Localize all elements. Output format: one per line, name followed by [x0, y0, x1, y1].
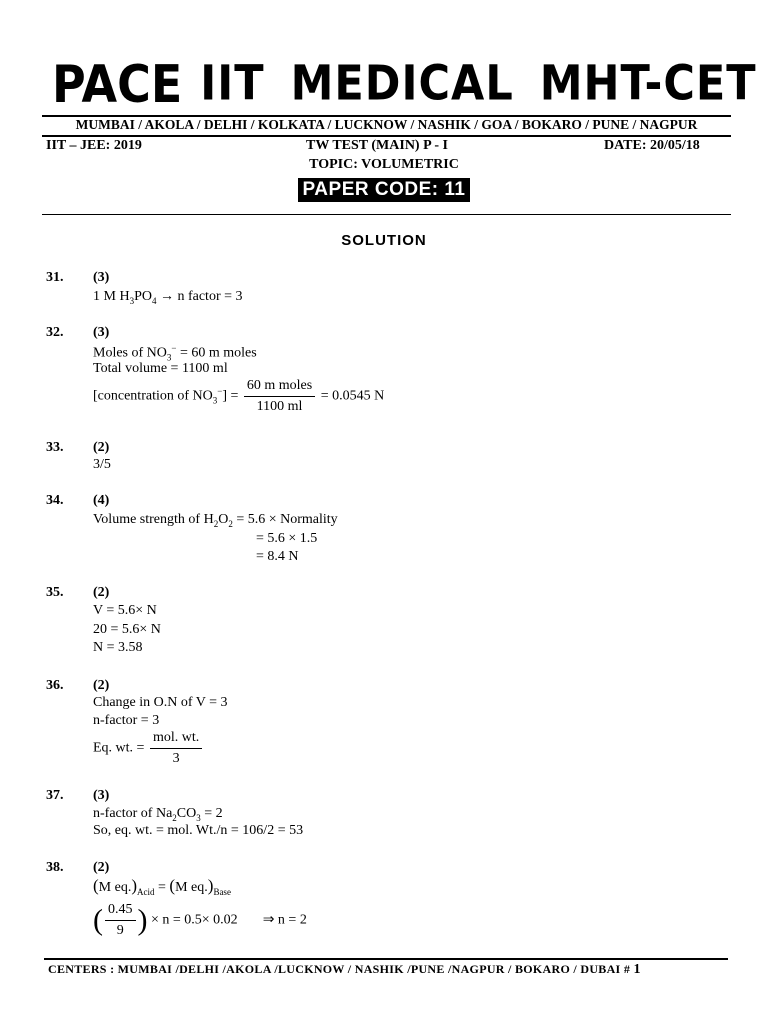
question-answer: (4) [93, 493, 110, 508]
question-number: 31. [46, 270, 64, 285]
header-rule-mid [42, 135, 731, 137]
question-number: 37. [46, 788, 64, 803]
question-answer: (2) [93, 440, 110, 455]
logo-pace: PACE [52, 53, 183, 115]
question-number: 36. [46, 678, 64, 693]
solution-line: Total volume = 1100 ml [93, 361, 228, 376]
brand-logo [52, 53, 757, 115]
topic-label: TOPIC: VOLUMETRIC [309, 157, 459, 172]
solution-line: = 8.4 N [256, 549, 299, 564]
solution-line: 1 M $H_3PO_4 \to n$ factor = 3 [93, 289, 243, 306]
date-label: DATE: 20/05/18 [604, 138, 700, 153]
logo-mhtcet: MHT-CET [539, 55, 757, 112]
question-number: 38. [46, 860, 64, 875]
solution-line: Volume strength of $H_2O_2 = 5.6$ × Normality [93, 512, 338, 529]
question-number: 35. [46, 585, 64, 600]
exam-label: IIT – JEE: 2019 [46, 138, 142, 153]
solution-line: n-factor of $Na_2CO_3 = 2$ [93, 806, 223, 823]
fraction: $\frac{0.45}{9}$ [105, 902, 136, 939]
solution-line: N = 3.58 [93, 640, 143, 655]
solution-line: V = 5.6× N [93, 603, 157, 618]
fraction: $\frac{\text{mol. wt.}}{3}$ [150, 730, 202, 767]
solution-line: = 5.6 × 1.5 [256, 531, 318, 546]
solution-line: (M $eq.)_{Acid} = (M$ $eq.)_{Base}$ [93, 876, 231, 897]
fraction: $\frac{\text{60 m moles}}{1100 ml}$ [244, 378, 315, 415]
question-number: 34. [46, 493, 64, 508]
solution-line: 3/5 [93, 457, 111, 472]
solution-line: [concentration of $NO_3^-$] = $\frac{\text{60 m moles}}{1100 ml}$ = 0.0545 N [93, 378, 385, 414]
solution-line: n-factor = 3 [93, 713, 160, 728]
solution-line: Moles of $NO_3^- = 60$ m moles [93, 343, 257, 363]
question-answer: (2) [93, 585, 110, 600]
header-rule-bottom [42, 214, 731, 215]
footer-centers: CENTERS : MUMBAI /DELHI /AKOLA /LUCKNOW / NASHIK /PUNE /NAGPUR / BOKARO / DUBAI # 1 [48, 962, 641, 977]
question-answer: (2) [93, 678, 110, 693]
page-number: 1 [633, 962, 641, 977]
cities-line: MUMBAI / AKOLA / DELHI / KOLKATA / LUCKNOW / NASHIK / GOA / BOKARO / PUNE / NAGPUR [75, 117, 698, 132]
question-answer: (2) [93, 860, 110, 875]
logo-medical: MEDICAL [290, 55, 514, 112]
logo-iit: IIT [200, 55, 265, 112]
solution-line: Eq. wt. = $\frac{\text{mol. wt.}}{3}$ [93, 730, 204, 767]
question-answer: (3) [93, 270, 110, 285]
footer-rule [44, 958, 728, 960]
question-answer: (3) [93, 325, 110, 340]
solution-line: So, eq. wt. = mol. Wt./n = 106/2 = 53 [93, 823, 304, 838]
test-label: TW TEST (MAIN) P - I [306, 138, 448, 153]
paper-code-badge: PAPER CODE: 11 [298, 178, 470, 202]
solution-line: 20 = 5.6× N [93, 622, 161, 637]
question-answer: (3) [93, 788, 110, 803]
question-number: 32. [46, 325, 64, 340]
page-title: SOLUTION [341, 232, 427, 249]
question-number: 33. [46, 440, 64, 455]
solution-line: ( $\frac{0.45}{9}$ ) × n = 0.5× 0.02 ⇒ n = 2 [93, 902, 307, 938]
solution-line: Change in O.N of V = 3 [93, 695, 228, 710]
